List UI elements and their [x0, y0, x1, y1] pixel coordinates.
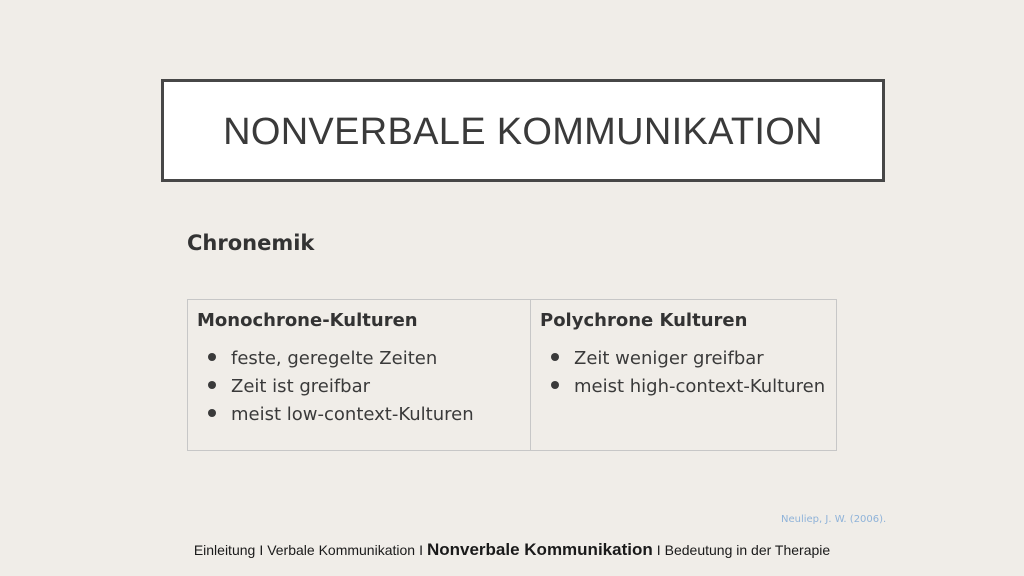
- list-item-text: feste, geregelte Zeiten: [231, 348, 438, 369]
- list-item-text: Zeit weniger greifbar: [574, 348, 764, 369]
- table-row: [188, 300, 837, 451]
- citation: Neuliep, J. W. (2006).: [781, 514, 887, 525]
- list-item-text: meist high-context-Kulturen: [574, 376, 826, 397]
- table-cell-monochrone: [188, 300, 531, 451]
- bullet-icon: [208, 409, 216, 417]
- bullet-icon: [208, 353, 216, 361]
- footer-separator: I: [656, 542, 661, 558]
- list-item: [540, 373, 828, 401]
- footer-item-therapie: Bedeutung in der Therapie: [664, 542, 831, 558]
- column-heading: Polychrone Kulturen: [540, 310, 748, 331]
- title-box: [161, 79, 885, 182]
- list-item: [540, 345, 828, 373]
- list-item-text: Zeit ist greifbar: [231, 376, 371, 397]
- slide-title: NONVERBALE KOMMUNIKATION: [223, 111, 823, 153]
- list-item: [197, 373, 522, 401]
- bullet-icon: [551, 353, 559, 361]
- bullet-icon: [551, 381, 559, 389]
- bullet-icon: [208, 381, 216, 389]
- section-subheading: Chronemik: [187, 231, 315, 255]
- footer-separator: I: [259, 542, 264, 558]
- footer-navigation: [0, 540, 1024, 560]
- list-item-text: meist low-context-Kulturen: [231, 404, 474, 425]
- footer-item-einleitung: Einleitung: [193, 542, 256, 558]
- table-cell-polychrone: [531, 300, 837, 451]
- footer-item-nonverbale-active: Nonverbale Kommunikation: [426, 540, 653, 559]
- footer-separator: I: [419, 542, 423, 558]
- comparison-table: [187, 299, 837, 451]
- bullet-list: [540, 345, 828, 401]
- column-heading: Monochrone-Kulturen: [197, 310, 418, 331]
- footer-item-verbale: Verbale Kommunikation: [267, 542, 416, 558]
- list-item: [197, 401, 522, 429]
- list-item: [197, 345, 522, 373]
- bullet-list: [197, 345, 522, 429]
